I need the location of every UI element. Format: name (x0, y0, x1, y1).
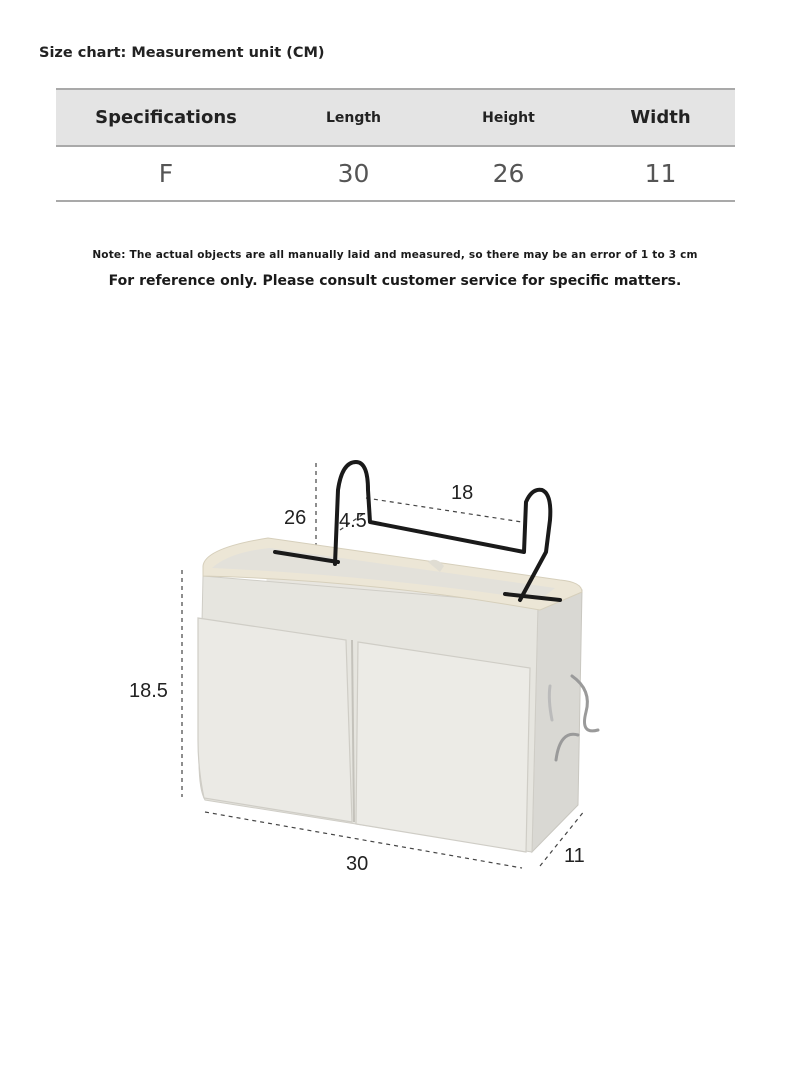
bag-side-panel (532, 590, 582, 852)
dim-bag-height: 18.5 (129, 680, 168, 702)
size-chart-caption: Size chart: Measurement unit (CM) (39, 45, 325, 61)
header-length: Length (276, 89, 431, 146)
hook-span-guide-line (366, 498, 522, 522)
cell-spec: F (56, 146, 276, 201)
dim-hook-height: 4.5 (339, 510, 367, 532)
header-specifications: Specifications (56, 89, 276, 146)
cell-length: 30 (276, 146, 431, 201)
left-pocket (198, 618, 352, 822)
right-pocket (356, 642, 530, 852)
dim-total-height: 26 (284, 507, 307, 529)
cell-height: 26 (431, 146, 586, 201)
dim-hook-span: 18 (451, 482, 474, 504)
measurement-note: Note: The actual objects are all manually laid and measured, so there may be an error of 1 to 3 cm (92, 249, 698, 261)
dim-bag-width: 11 (564, 845, 585, 867)
dim-bag-length: 30 (346, 853, 369, 875)
header-width: Width (586, 89, 735, 146)
reference-note: For reference only. Please consult customer service for specific matters. (108, 273, 682, 289)
header-height: Height (431, 89, 586, 146)
cell-width: 11 (586, 146, 735, 201)
